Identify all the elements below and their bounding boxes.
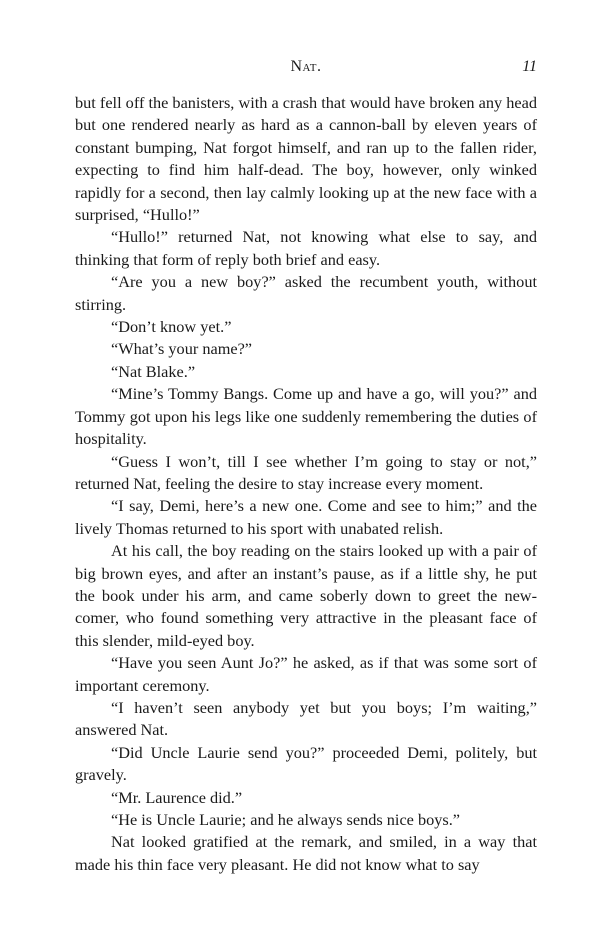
paragraph-15: “He is Uncle Laurie; and he always sends nice boys.” — [111, 810, 461, 829]
paragraph-9: “I say, Demi, here’s a new one. Come and see to him;” and the lively Thomas returned to his sport with unabated relish. — [75, 496, 537, 538]
paragraph-5: “What’s your name?” — [111, 339, 253, 359]
paragraph-7: “Mine’s Tommy Bangs. Come up and have a go, will you?” and Tommy got upon his legs like one suddenly remembering the duties of hospitality. — [75, 384, 537, 449]
paragraph-16: Nat looked gratified at the remark, and smiled, in a way that made his thin face very pleasant. He did not know what to say — [75, 832, 537, 874]
chapter-title: Nat. — [290, 58, 322, 75]
running-header — [75, 58, 537, 80]
paragraph-8: “Guess I won’t, till I see whether I’m going to stay or not,” returned Nat, feeling the desire to stay increase every moment. — [75, 451, 537, 493]
paragraph-1: but fell off the banisters, with a crash that would have broken any head but one rendered nearly as hard as a cannon-ball by eleven years of constant bumping, Nat forgot himself, and ran up to the fallen rider, expecting to find him half-dead. The boy, however, only winked rapidly for a second, then lay calmly looking up at the new face with a surprised, “Hullo!” — [75, 93, 537, 225]
page-number: 11 — [522, 58, 537, 75]
paragraph-14: “Mr. Laurence did.” — [111, 787, 243, 807]
paragraph-10: At his call, the boy reading on the stairs looked up with a pair of big brown eyes, and after an instant’s pause, as if a little shy, he put the book under his arm, and came soberly down to greet the new-comer, who found something very attractive in the pleasant face of this slender, mild-eyed boy. — [75, 541, 537, 650]
paragraph-11: “Have you seen Aunt Jo?” he asked, as if that was some sort of important ceremony. — [75, 653, 537, 695]
paragraph-3: “Are you a new boy?” asked the recumbent youth, without stirring. — [75, 272, 537, 314]
paragraph-6: “Nat Blake.” — [111, 361, 196, 381]
paragraph-4: “Don’t know yet.” — [111, 317, 232, 337]
body-text — [75, 92, 537, 876]
paragraph-12: “I haven’t seen anybody yet but you boys; I’m waiting,” answered Nat. — [75, 697, 537, 740]
paragraph-13: “Did Uncle Laurie send you?” proceeded Demi, politely, but gravely. — [75, 742, 537, 785]
paragraph-2: “Hullo!” returned Nat, not knowing what else to say, and thinking that form of reply both brief and easy. — [75, 227, 537, 269]
